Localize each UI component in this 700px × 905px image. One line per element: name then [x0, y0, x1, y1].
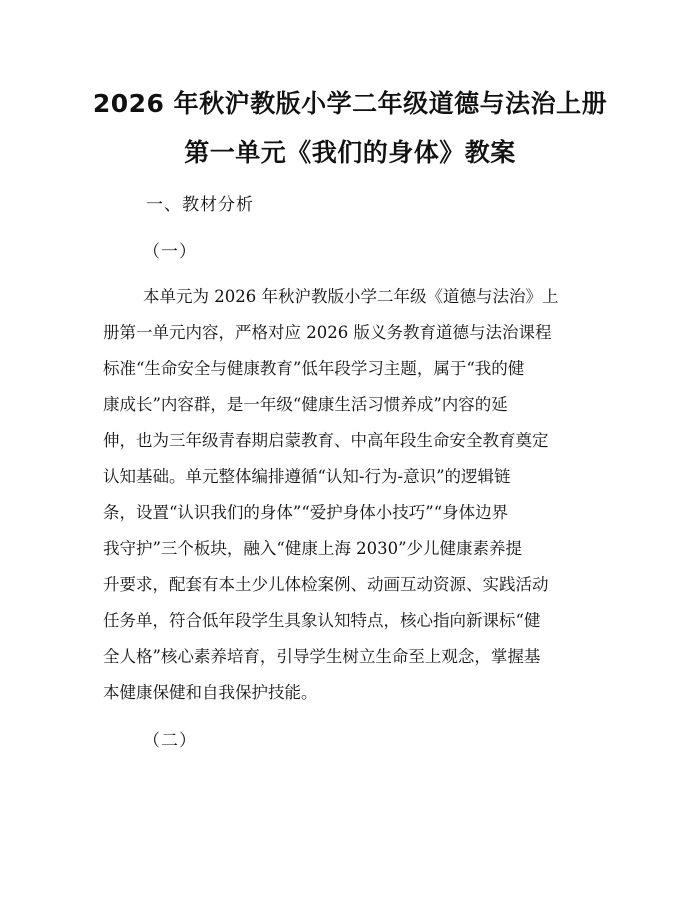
subsection-heading-1: （一） [143, 242, 197, 262]
paragraph-line: 伸，也为三年级青春期启蒙教育、中高年段生命安全教育奠定 [103, 431, 549, 450]
paragraph-line: 认知基础。单元整体编排遵循“认知-行为-意识”的逻辑链 [103, 467, 511, 486]
paragraph-line: 标准“生命安全与健康教育”低年段学习主题，属于“我的健 [103, 359, 525, 378]
paragraph-line: 升要求，配套有本土少儿体检案例、动画互动资源、实践活动 [103, 575, 549, 594]
paragraph-line: 全人格”核心素养培育，引导学生树立生命至上观念，掌握基 [103, 647, 541, 666]
paragraph-line: 条，设置“认识我们的身体”“爱护身体小技巧”“身体边界 [103, 503, 509, 522]
paragraph-line: 康成长”内容群，是一年级“健康生活习惯养成”内容的延 [103, 395, 508, 414]
document-title-line-1: 2026 年秋沪教版小学二年级道德与法治上册 [92, 89, 608, 118]
paragraph-line: 册第一单元内容，严格对应 2026 版义务教育道德与法治课程 [103, 323, 552, 342]
document-title-line-2: 第一单元《我们的身体》教案 [184, 138, 516, 167]
paragraph-line: 我守护”三个板块，融入“健康上海 2030”少儿健康素养提 [103, 539, 523, 558]
subsection-heading-2: （二） [143, 731, 197, 751]
paragraph-line: 任务单，符合低年段学生具象认知特点，核心指向新课标“健 [103, 611, 541, 630]
section-heading-teaching-material-analysis: 一、教材分析 [146, 195, 254, 215]
paragraph-line: 本单元为 2026 年秋沪教版小学二年级《道德与法治》上 [143, 287, 559, 306]
paragraph-line: 本健康保健和自我保护技能。 [103, 683, 318, 702]
